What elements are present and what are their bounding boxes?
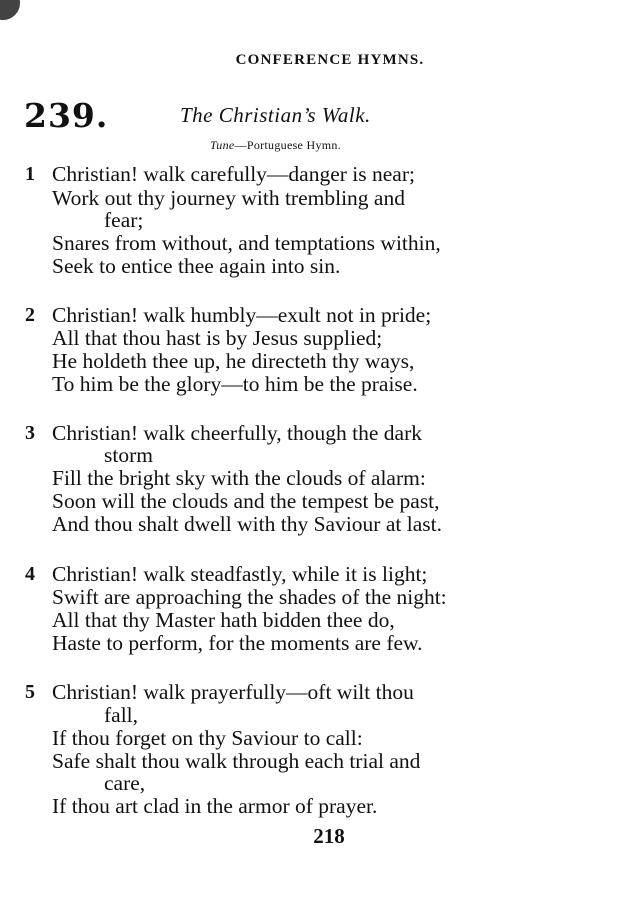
hymn-title: The Christian’s Walk. bbox=[180, 103, 371, 127]
verse-line: Seek to entice thee again into sin. bbox=[52, 254, 341, 278]
verse-line: And thou shalt dwell with thy Saviour at last. bbox=[52, 512, 442, 536]
running-head: CONFERENCE HYMNS. bbox=[235, 52, 425, 68]
verse-number: 5 bbox=[25, 681, 35, 703]
verse-line: All that thou hast is by Jesus supplied; bbox=[52, 326, 383, 350]
verse-line: Christian! walk cheerfully, though the dark bbox=[52, 421, 422, 445]
verse-line: Christian! walk prayerfully—oft wilt thou bbox=[52, 680, 414, 704]
verse-line: fear; bbox=[104, 208, 144, 232]
verse-line: Swift are approaching the shades of the night: bbox=[52, 585, 447, 609]
verse-line: Safe shalt thou walk through each trial and bbox=[52, 749, 421, 773]
verse-line: Haste to perform, for the moments are few. bbox=[52, 631, 423, 655]
verse-number: 2 bbox=[25, 304, 35, 326]
verse-line: Work out thy journey with trembling and bbox=[52, 186, 405, 210]
verse-number: 4 bbox=[25, 563, 35, 585]
hymn-number: 239. bbox=[24, 96, 109, 135]
verse-line: storm bbox=[104, 443, 153, 467]
verse-line: fall, bbox=[104, 703, 139, 727]
verse-number: 1 bbox=[25, 163, 35, 185]
verse-line: If thou forget on thy Saviour to call: bbox=[52, 726, 363, 750]
verse-line: He holdeth thee up, he directeth thy ways, bbox=[52, 349, 415, 373]
page-corner-mark bbox=[0, 0, 20, 20]
page-number: 218 bbox=[313, 824, 345, 848]
verse-line: Soon will the clouds and the tempest be past, bbox=[52, 489, 440, 513]
verse-line: care, bbox=[104, 771, 146, 795]
tune-line bbox=[210, 138, 341, 153]
verse-line: To him be the glory—to him be the praise. bbox=[52, 372, 418, 396]
verse-line: Snares from without, and temptations within, bbox=[52, 231, 441, 255]
verse-line: Fill the bright sky with the clouds of alarm: bbox=[52, 466, 426, 490]
verse-line: If thou art clad in the armor of prayer. bbox=[52, 794, 378, 818]
verse-line: Christian! walk carefully—danger is near; bbox=[52, 162, 415, 186]
tune-label: Tune bbox=[210, 138, 235, 152]
verse-line: All that thy Master hath bidden thee do, bbox=[52, 608, 395, 632]
verse-number: 3 bbox=[25, 422, 35, 444]
tune-name: —Portuguese Hymn. bbox=[234, 138, 341, 152]
verse-line: Christian! walk humbly—exult not in pride; bbox=[52, 303, 432, 327]
verse-line: Christian! walk steadfastly, while it is light; bbox=[52, 562, 428, 586]
